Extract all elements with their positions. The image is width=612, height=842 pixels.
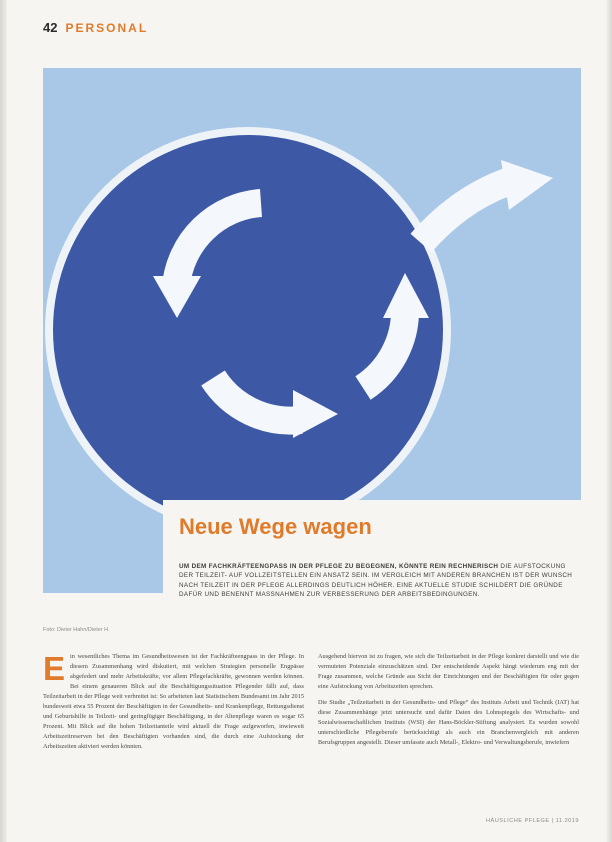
body-text: in wesentliches Thema im Gesundheitswesen ist der Fachkräfteengpass in der Pflege. In diesem Zusammenhang wird diskutiert, mit welchen Strategien personelle Engpässe abgefedert und mehr Arbeitskräfte, vor allem Pflegefachkräfte, gewonnen werden können. Bei einem genaueren Blick auf die Beschäftigungssituation Pflegender fällt auf, dass Teilzeitarbeit in der Pflege weit verbreitet ist: So arbeiteten laut Statistischem Bundesamt im Jahr 2015 bundesweit etwa 55 Prozent der Beschäftigten in der Gesundheits- und Krankenpflege, Rettungsdienst und Geburtshilfe in Teilzeit- und geringfügiger Beschäftigung, in der Altenpflege waren es sogar 65 Prozent. Mit Blick auf die hohen Teilzeitanteile wird aktuell die Frage aufgeworfen, inwieweit Arbeitszeitreserven bei den Beschäftigten vorhanden sind, die durch eine Aufstockung der Arbeitszeiten aktiviert werden könnten. [43, 653, 304, 751]
intro-text: DIE AUFSTOCKUNG DER TEILZEIT- AUF VOLLZEITSTELLEN EIN ANSATZ SEIN. IM VERGLEICH MIT ANDEREN BRANCHEN IST DER WUNSCH NACH TEILZEIT IN DER PFLEGE ALLERDINGS DEUTLICH HÖHER. EINE AKTUELLE STUDIE SCHILDERT DIE GRÜNDE DAFÜR UND BENENNT MASSNAHMEN ZUR VERBESSERUNG DER ARBEITSBEDINGUNGEN. [179, 563, 573, 599]
page-right-edge [606, 0, 612, 842]
headline-box [163, 500, 591, 635]
body-column-right [318, 652, 579, 754]
page-header [43, 20, 148, 40]
side-credit [590, 70, 600, 160]
hero-image [43, 68, 581, 599]
photo-credit: Foto: Dieter Hahn/Dieter H. [43, 627, 110, 633]
section-label: PERSONAL [65, 21, 149, 35]
body-paragraph: Ausgehend hiervon ist zu fragen, wie sich die Teilzeitarbeit in der Pflege konkret darstellt und wie die vermuteten Potenziale einzuschätzen sind. Der entscheidende Aspekt hängt wiederum eng mit der Frage zusammen, welche Gründe aus Sicht der Einrichtungen und der Beschäftigten für oder gegen eine Aufstockung von Arbeitszeiten sprechen. [318, 653, 579, 691]
drop-cap: E [43, 650, 66, 687]
article-intro [179, 562, 579, 600]
article-headline: Neue Wege wagen [179, 514, 372, 539]
body-paragraph [43, 652, 304, 752]
page-binding-edge [0, 0, 7, 842]
page-number: 42 [43, 20, 58, 35]
body-paragraph: Die Studie „Teilzeitarbeit in der Gesundheits- und Pflege“ des Instituts Arbeit und Technik (IAT) hat diese Zusammenhänge jetzt untersucht und dafür Daten des Lohnspiegels des Wirtschafts- und Sozialwissenschaftlichen Instituts (WSI) der Hans-Böckler-Stiftung analysiert. Es wurden sowohl unterschiedliche Pflegeberufe berücksichtigt als auch ein Branchenvergleich mit anderen Berufsgruppen angestellt. Dieser umfasste auch Metall-, Elektro- und Verwaltungsberufe, inwiefern [318, 699, 579, 747]
intro-lead: UM DEM FACHKRÄFTEENGPASS IN DER PFLEGE ZU BEGEGNEN, KÖNNTE REIN RECHNERISCH [179, 563, 499, 570]
page-footer: HÄUSLICHE PFLEGE | 11.2019 [486, 818, 580, 824]
body-column-left [43, 652, 304, 758]
